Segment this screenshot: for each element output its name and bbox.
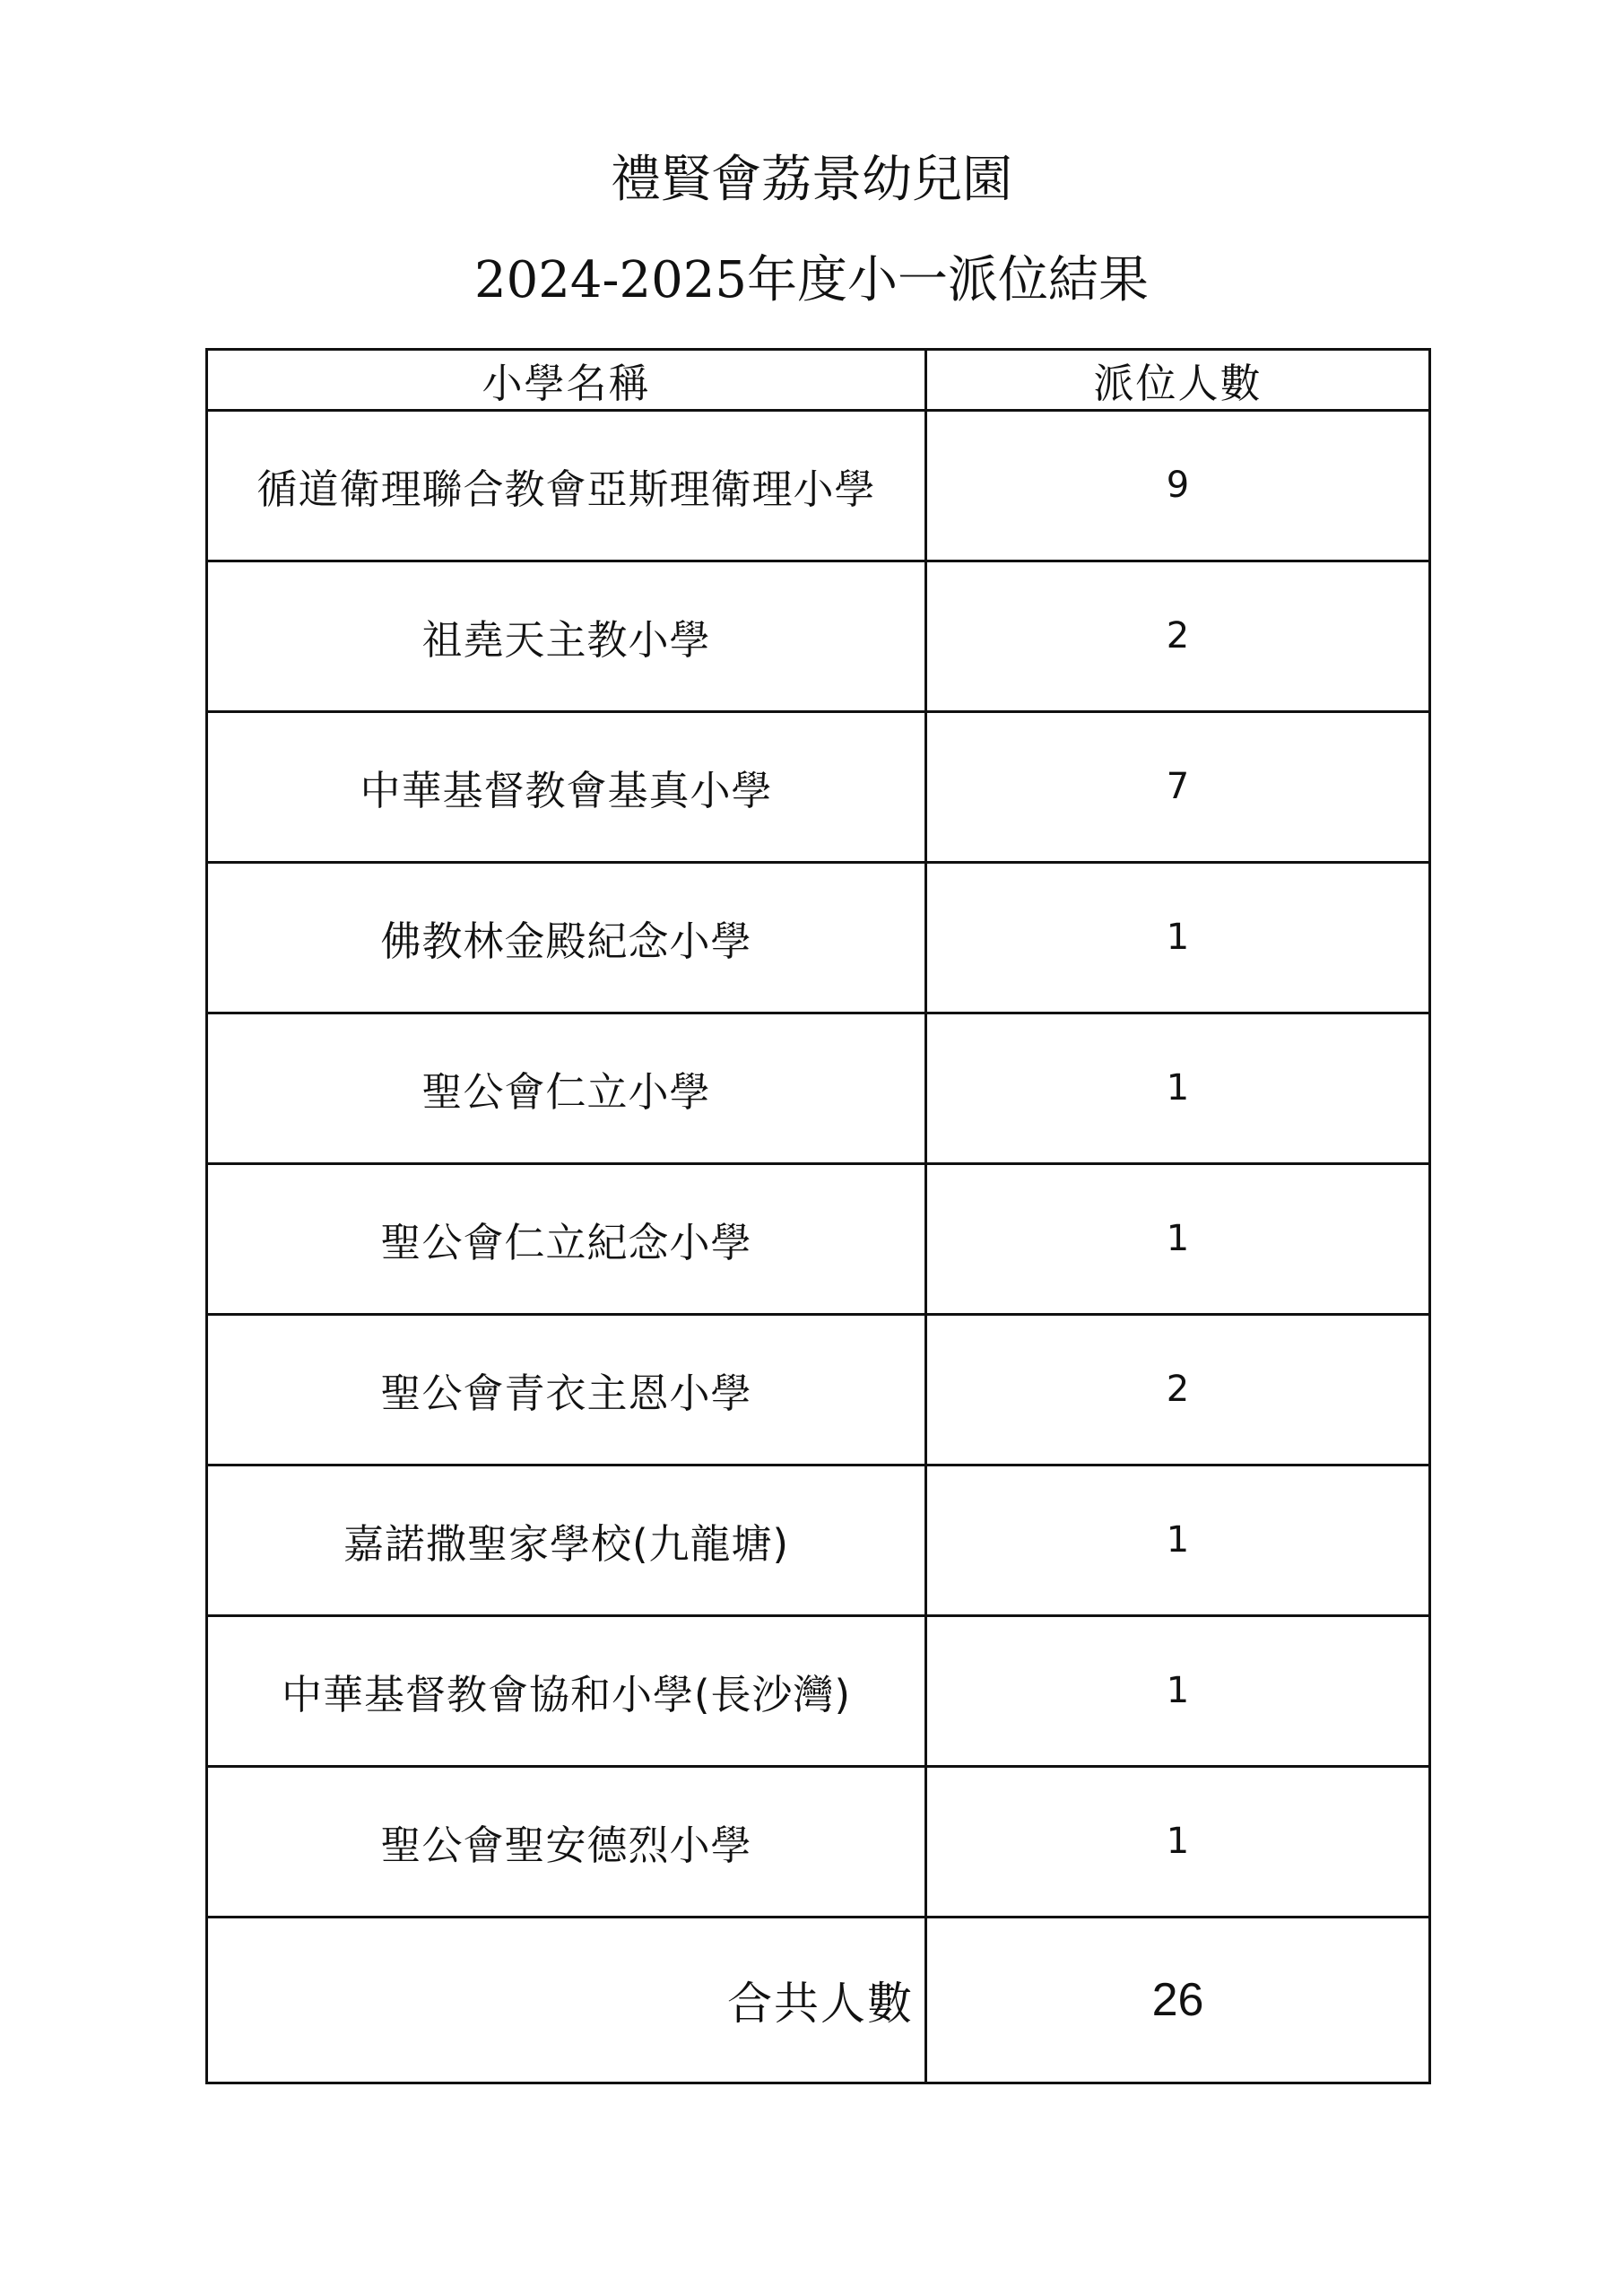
total-value: 26: [926, 1917, 1430, 2083]
allocation-count: 1: [926, 862, 1430, 1013]
allocation-count: 1: [926, 1163, 1430, 1314]
school-name: 佛教林金殿紀念小學: [207, 862, 926, 1013]
school-name: 嘉諾撒聖家學校(九龍塘): [207, 1465, 926, 1615]
table-row: [207, 1314, 1430, 1465]
allocation-count: 9: [926, 411, 1430, 561]
allocation-count: 2: [926, 1314, 1430, 1465]
allocation-count: 1: [926, 1013, 1430, 1163]
school-name: 中華基督教會協和小學(長沙灣): [207, 1615, 926, 1766]
header-school-name: 小學名稱: [207, 350, 926, 411]
table-row: [207, 1615, 1430, 1766]
allocation-count: 1: [926, 1766, 1430, 1917]
school-name: 循道衛理聯合教會亞斯理衛理小學: [207, 411, 926, 561]
school-name: 聖公會仁立紀念小學: [207, 1163, 926, 1314]
school-name: 聖公會青衣主恩小學: [207, 1314, 926, 1465]
total-row: [207, 1917, 1430, 2083]
allocation-count: 1: [926, 1465, 1430, 1615]
table-row: [207, 561, 1430, 711]
school-name: 聖公會聖安德烈小學: [207, 1766, 926, 1917]
table-row: [207, 1465, 1430, 1615]
allocation-count: 7: [926, 711, 1430, 862]
allocation-count: 1: [926, 1615, 1430, 1766]
school-name: 聖公會仁立小學: [207, 1013, 926, 1163]
table-row: [207, 1766, 1430, 1917]
header-allocation-count: 派位人數: [926, 350, 1430, 411]
table-row: [207, 862, 1430, 1013]
table-row: [207, 711, 1430, 862]
table-row: [207, 1013, 1430, 1163]
table-row: [207, 411, 1430, 561]
table-row: [207, 1163, 1430, 1314]
school-name: 中華基督教會基真小學: [207, 711, 926, 862]
school-name: 祖堯天主教小學: [207, 561, 926, 711]
total-label: 合共人數: [207, 1917, 926, 2083]
allocation-results-table: [205, 348, 1431, 2084]
document-subtitle: 2024-2025年度小一派位結果: [474, 251, 1149, 309]
table-header-row: [207, 350, 1430, 411]
document-title: 禮賢會荔景幼兒園: [611, 151, 1012, 209]
allocation-count: 2: [926, 561, 1430, 711]
